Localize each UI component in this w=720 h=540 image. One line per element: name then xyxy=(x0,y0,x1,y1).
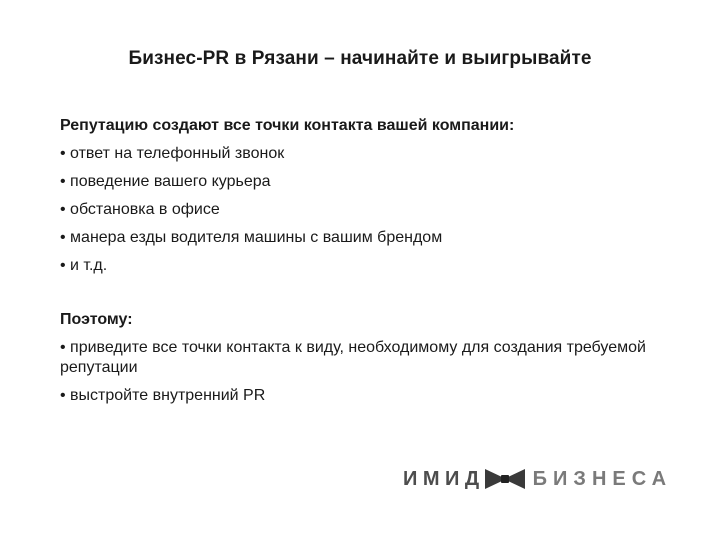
list-item: • ответ на телефонный звонок xyxy=(60,144,660,164)
list-item: • поведение вашего курьера xyxy=(60,172,660,192)
slide-content xyxy=(60,116,660,414)
section1-heading: Репутацию создают все точки контакта вашей компании: xyxy=(60,117,515,134)
logo-word-2: БИЗНЕСА xyxy=(532,467,673,490)
list-item: • манера езды водителя машины с вашим брендом xyxy=(60,228,660,248)
slide-title: Бизнес-PR в Рязани – начинайте и выигрывайте xyxy=(128,48,592,69)
section2-heading: Поэтому: xyxy=(60,311,133,328)
logo xyxy=(403,464,672,494)
logo-word-1: ИМИД xyxy=(403,467,485,490)
list-item: • приведите все точки контакта к виду, необходимому для создания требуемой репутации xyxy=(60,338,660,378)
list-item: • и т.д. xyxy=(60,256,660,276)
bow-tie-icon xyxy=(485,468,525,490)
list-item: • обстановка в офисе xyxy=(60,200,660,220)
list-item: • выстройте внутренний PR xyxy=(60,386,660,406)
